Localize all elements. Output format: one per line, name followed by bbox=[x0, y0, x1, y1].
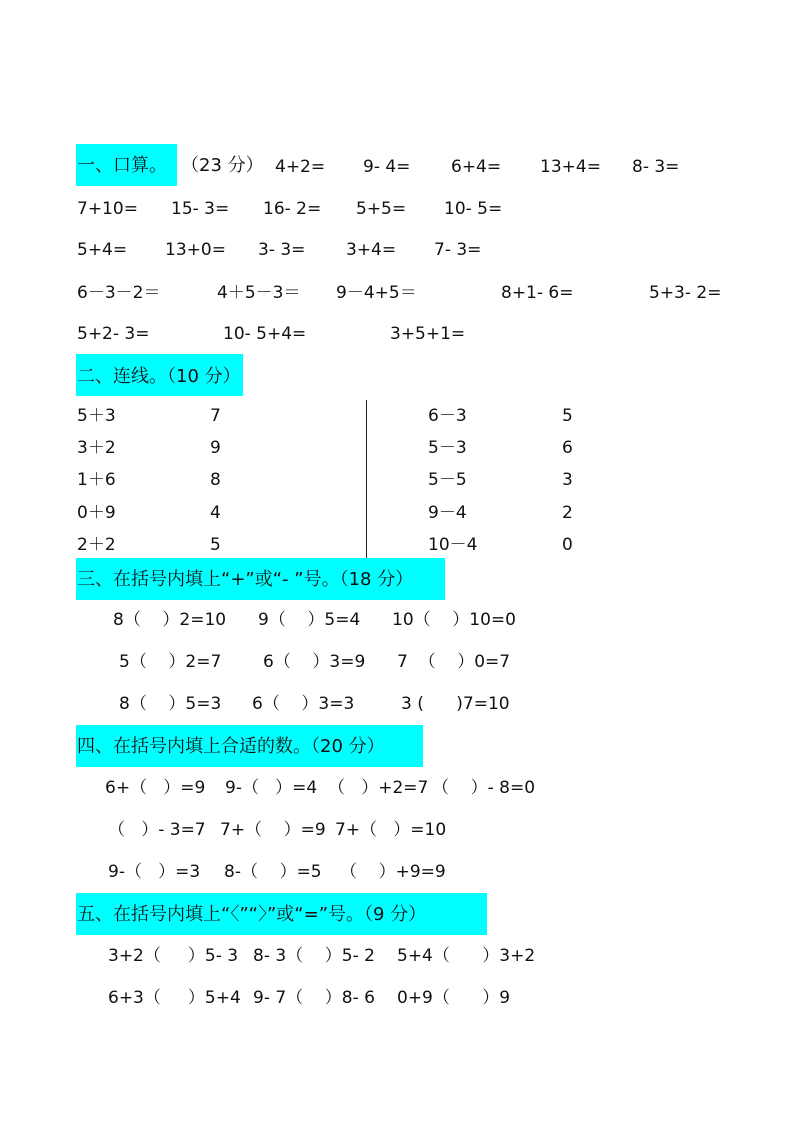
match-right-num: 6 bbox=[562, 438, 573, 458]
oral-calc-item: 3- 3= bbox=[258, 240, 306, 260]
oral-calc-item: 13+0= bbox=[165, 240, 226, 260]
fill-number-item: 7+（ ）=10 bbox=[335, 820, 447, 840]
oral-calc-item: 9- 4= bbox=[363, 157, 411, 177]
oral-calc-item: 10- 5+4= bbox=[223, 324, 307, 344]
fill-number-item: 8-（ ）=5 bbox=[224, 862, 322, 882]
compare-item: 8- 3（ ）5- 2 bbox=[253, 946, 375, 966]
oral-calc-item: 4＋5－3＝ bbox=[217, 283, 301, 303]
oral-calc-item: 5+2- 3= bbox=[77, 324, 150, 344]
oral-calc-item: 7- 3= bbox=[434, 240, 482, 260]
match-left-num: 5 bbox=[210, 535, 221, 555]
match-right-expr: 9－4 bbox=[428, 503, 467, 523]
compare-item: 6+3（ ）5+4 bbox=[108, 988, 241, 1008]
oral-calc-item: 15- 3= bbox=[171, 199, 230, 219]
oral-calc-item: 5+4= bbox=[77, 240, 128, 260]
fill-sign-item: 7 （ ）0=7 bbox=[397, 652, 511, 672]
match-right-expr: 5－3 bbox=[428, 438, 467, 458]
compare-item: 3+2（ ）5- 3 bbox=[108, 946, 239, 966]
fill-sign-item: 6（ ）3=3 bbox=[252, 694, 355, 714]
fill-number-item: （ ）- 3=7 bbox=[108, 820, 206, 840]
match-right-num: 3 bbox=[562, 470, 573, 490]
oral-calc-item: 13+4= bbox=[540, 157, 601, 177]
section1-points: （23 分） bbox=[181, 155, 264, 176]
match-left-expr: 1＋6 bbox=[77, 470, 116, 490]
oral-calc-item: 6－3－2＝ bbox=[77, 283, 161, 303]
match-right-expr: 10－4 bbox=[428, 535, 478, 555]
fill-sign-item: 8（ ）5=3 bbox=[119, 694, 222, 714]
oral-calc-item: 6+4= bbox=[451, 157, 502, 177]
section1-heading: 一、口算。 bbox=[77, 155, 167, 176]
matching-divider bbox=[366, 400, 367, 560]
oral-calc-item: 5+3- 2= bbox=[649, 283, 722, 303]
fill-number-item: 9-（ ）=3 bbox=[108, 862, 201, 882]
oral-calc-item: 3+4= bbox=[346, 240, 397, 260]
fill-number-item: 7+（ ）=9 bbox=[220, 820, 326, 840]
match-left-expr: 2＋2 bbox=[77, 535, 116, 555]
fill-sign-item: 8（ ）2=10 bbox=[113, 610, 227, 630]
match-right-expr: 6－3 bbox=[428, 406, 467, 426]
compare-item: 9- 7（ ）8- 6 bbox=[253, 988, 375, 1008]
oral-calc-item: 8+1- 6= bbox=[501, 283, 574, 303]
fill-sign-item: 5（ ）2=7 bbox=[119, 652, 222, 672]
fill-number-item: （ ）+2=7 bbox=[328, 778, 429, 798]
fill-number-item: 6+（ ）=9 bbox=[105, 778, 206, 798]
match-left-expr: 5＋3 bbox=[77, 406, 116, 426]
oral-calc-item: 8- 3= bbox=[632, 157, 680, 177]
match-left-expr: 3＋2 bbox=[77, 438, 116, 458]
oral-calc-item: 9－4+5＝ bbox=[336, 283, 417, 303]
match-left-num: 8 bbox=[210, 470, 221, 490]
oral-calc-item: 4+2= bbox=[275, 157, 326, 177]
match-left-num: 9 bbox=[210, 438, 221, 458]
oral-calc-item: 7+10= bbox=[77, 199, 138, 219]
oral-calc-item: 5+5= bbox=[356, 199, 407, 219]
oral-calc-item: 3+5+1= bbox=[390, 324, 466, 344]
fill-number-item: （ ）- 8=0 bbox=[432, 778, 536, 798]
fill-number-item: 9-（ ）=4 bbox=[225, 778, 318, 798]
fill-sign-item: 9（ ）5=4 bbox=[258, 610, 361, 630]
fill-sign-item: 10（ ）10=0 bbox=[392, 610, 516, 630]
fill-number-item: （ ）+9=9 bbox=[340, 862, 446, 882]
match-right-num: 0 bbox=[562, 535, 573, 555]
section2-heading: 二、连线。（10 分） bbox=[77, 366, 241, 387]
section4-heading: 四、在括号内填上合适的数。（20 分） bbox=[77, 736, 385, 757]
compare-item: 0+9（ ）9 bbox=[397, 988, 511, 1008]
match-left-num: 4 bbox=[210, 503, 221, 523]
fill-sign-item: 3 ( )7=10 bbox=[401, 694, 510, 714]
match-left-expr: 0＋9 bbox=[77, 503, 116, 523]
section5-heading: 五、在括号内填上“〈”“〉”或“=”号。（9 分） bbox=[77, 904, 427, 925]
oral-calc-item: 10- 5= bbox=[444, 199, 503, 219]
oral-calc-item: 16- 2= bbox=[263, 199, 322, 219]
section3-heading: 三、在括号内填上“+”或“- ”号。（18 分） bbox=[77, 569, 414, 590]
fill-sign-item: 6（ ）3=9 bbox=[263, 652, 366, 672]
match-right-expr: 5－5 bbox=[428, 470, 467, 490]
compare-item: 5+4（ ）3+2 bbox=[397, 946, 536, 966]
match-right-num: 5 bbox=[562, 406, 573, 426]
match-left-num: 7 bbox=[210, 406, 221, 426]
match-right-num: 2 bbox=[562, 503, 573, 523]
